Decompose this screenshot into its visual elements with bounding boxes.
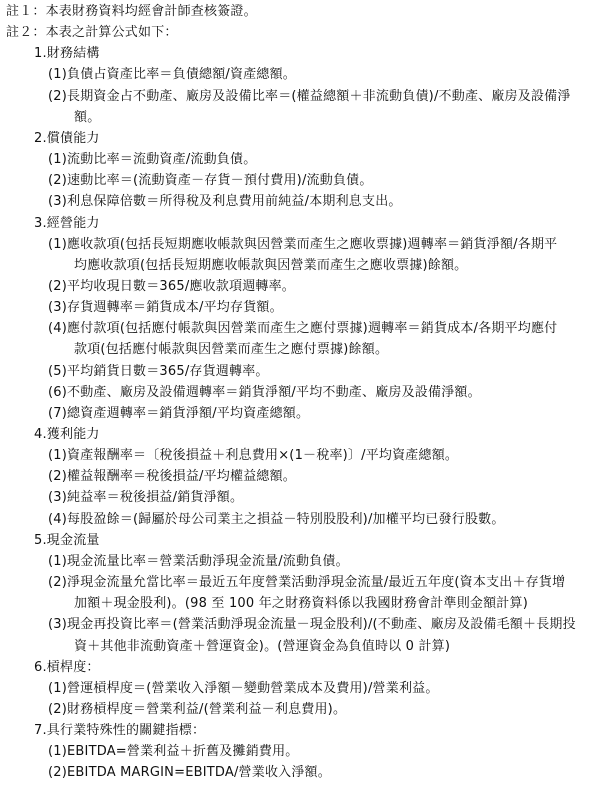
formula-item: (2)權益報酬率＝稅後損益/平均權益總額。	[48, 469, 296, 485]
formula-item: (4)每股盈餘＝(歸屬於母公司業主之損益－特別股股利)/加權平均已發行股數。	[48, 511, 505, 527]
formula-item: (2)EBITDA MARGIN=EBITDA/營業收入淨額。	[48, 765, 331, 781]
formula-item: (2)速動比率＝(流動資產－存貨－預付費用)/流動負債。	[48, 173, 373, 189]
formula-item-continuation: 加額＋現金股利)。(98 至 100 年之財務資料係以我國財務會計準則金額計算)	[74, 596, 528, 612]
formula-item: (1)流動比率＝流動資產/流動負債。	[48, 152, 257, 168]
formula-item: (3)利息保障倍數＝所得稅及利息費用前純益/本期利息支出。	[48, 194, 402, 210]
formula-item: (3)純益率＝稅後損益/銷貨淨額。	[48, 490, 244, 506]
formula-item: (6)不動產、廠房及設備週轉率＝銷貨淨額/平均不動產、廠房及設備淨額。	[48, 384, 481, 400]
formula-item: (3)存貨週轉率＝銷貨成本/平均存貨額。	[48, 300, 283, 316]
formula-item: (2)財務槓桿度＝營業利益/(營業利益－利息費用)。	[48, 701, 347, 717]
section-heading: 5.現金流量	[34, 532, 100, 548]
formula-item-continuation: 款項(包括應付帳款與因營業而產生之應付票據)餘額。	[74, 342, 389, 358]
formula-item-continuation: 均應收款項(包括長短期應收帳款與因營業而產生之應收票據)餘額。	[74, 257, 468, 273]
note-line: 註２：本表之計算公式如下：	[6, 25, 178, 41]
section-heading: 1.財務結構	[34, 46, 100, 62]
section-heading: 2.償債能力	[34, 130, 100, 146]
section-heading: 3.經營能力	[34, 215, 100, 231]
formula-item: (2)淨現金流量允當比率＝最近五年度營業活動淨現金流量/最近五年度(資本支出＋存貨增	[48, 575, 566, 591]
formula-item: (4)應付款項(包括應付帳款與因營業而產生之應付票據)週轉率＝銷貨成本/各期平均應付	[48, 321, 558, 337]
formula-item: (7)總資產週轉率＝銷貨淨額/平均資產總額。	[48, 405, 310, 421]
formula-item-continuation: 額。	[74, 109, 101, 125]
formula-item: (1)應收款項(包括長短期應收帳款與因營業而產生之應收票據)週轉率＝銷貨淨額/各期平	[48, 236, 558, 252]
formula-item: (1)現金流量比率＝營業活動淨現金流量/流動負債。	[48, 553, 349, 569]
formula-item-continuation: 資＋其他非流動資產＋營運資金)。(營運資金為負值時以 0 計算)	[74, 638, 451, 654]
formula-item: (1)負債占資產比率＝負債總額/資產總額。	[48, 67, 296, 83]
note-line: 註１：本表財務資料均經會計師查核簽證。	[6, 4, 257, 19]
formula-item: (2)平均收現日數＝365/應收款項週轉率。	[48, 278, 296, 294]
formula-item: (2)長期資金占不動產、廠房及設備比率＝(權益總額＋非流動負債)/不動產、廠房及設備淨	[48, 88, 571, 104]
formula-item: (1)營運槓桿度＝(營業收入淨額－變動營業成本及費用)/營業利益。	[48, 680, 439, 696]
formula-item: (1)資產報酬率＝〔稅後損益＋利息費用×(1－稅率)〕/平均資產總額。	[48, 448, 459, 464]
formula-item: (5)平均銷貨日數＝365/存貨週轉率。	[48, 363, 269, 379]
section-heading: 6.槓桿度：	[34, 659, 100, 675]
formula-item: (3)現金再投資比率＝(營業活動淨現金流量－現金股利)/(不動產、廠房及設備毛額＋長期投	[48, 617, 576, 633]
formula-item: (1)EBITDA=營業利益＋折舊及攤銷費用。	[48, 744, 299, 760]
section-heading: 7.具行業特殊性的關鍵指標：	[34, 723, 206, 739]
section-heading: 4.獲利能力	[34, 427, 100, 442]
